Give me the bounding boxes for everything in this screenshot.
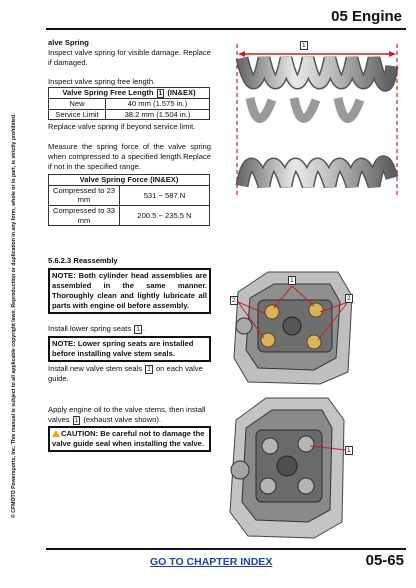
valve-install-figure: [224, 390, 364, 547]
install-seats-text: Install lower spring seats 1 .: [48, 324, 145, 333]
free-length-intro: Inspect valve spring free length.: [48, 77, 156, 86]
copyright-side-note: © CFMOTO Powersports, Inc. This manual is subject to all applicable copyright laws. Reproduction or duplication in any form, whole or in part, is strictly prohibited.: [11, 113, 17, 518]
page-number: 05-65: [365, 552, 404, 569]
apply-oil-text: Apply engine oil to the valve stems, then install valves 1 (exhaust valve shown).: [48, 405, 206, 424]
force-table-title: Valve Spring Force (IN&EX): [49, 175, 210, 186]
note-box: NOTE: Both cylinder head assemblies are assembled in the same manner. Thoroughly clean and lightly lubricate all parts with engine oil before assembly.: [48, 268, 211, 314]
force-table: [48, 174, 210, 226]
free-length-table: [48, 87, 210, 120]
table-row: Compressed to 33 mm 200.5 ~ 235.5 N: [49, 205, 210, 225]
figure-callout: 2: [347, 295, 351, 302]
table-row: Service Limit 38.2 mm (1.504 in.): [49, 109, 210, 120]
force-text: Measure the spring force of the valve spring when compressed to a specified length.Replace if not in the specified range.: [48, 142, 211, 172]
note-box-2: NOTE: Lower spring seats are installed before installing valve stem seals.: [48, 336, 211, 362]
free-length-table-title: Valve Spring Free Length 1 (IN&EX): [49, 88, 210, 99]
figure-callout: 1: [302, 42, 306, 49]
figure-callout: 1: [347, 447, 351, 454]
footer-divider: [46, 548, 406, 550]
caution-box: CAUTION: Be careful not to damage the valve guide seal when installing the valve.: [48, 426, 211, 452]
table-row: Compressed to 23 mm 531 ~ 587 N: [49, 185, 210, 205]
install-seals-text: Install new valve stem seals 2 on each valve guide.: [48, 364, 203, 383]
chapter-index-link[interactable]: GO TO CHAPTER INDEX: [150, 556, 273, 568]
table-row: New 40 mm (1.575 in.): [49, 99, 210, 110]
spring-coils: [242, 58, 392, 186]
callout-number: 1: [74, 417, 79, 424]
callout-number: 1: [158, 90, 163, 97]
replace-text: Replace valve spring if beyond service limit.: [48, 122, 196, 132]
warning-icon: [52, 430, 60, 437]
reassembly-section: [48, 256, 211, 384]
reassembly-heading: 5.6.2.3 Reassembly: [48, 256, 118, 265]
section-title: 05 Engine: [331, 8, 402, 25]
valve-spring-section: [48, 38, 211, 226]
callout-number: 1: [136, 326, 140, 333]
install-valves-section: [48, 405, 211, 452]
figure-callout: 1: [290, 277, 294, 284]
valve-spring-figure: [220, 38, 404, 203]
inspect-text: Inspect valve spring for visible damage. Replace if damaged.: [48, 48, 211, 67]
valve-spring-heading: alve Spring: [48, 38, 89, 47]
spring-seat-figure: [228, 262, 358, 391]
figure-callout: 2: [232, 297, 236, 304]
callout-number: 2: [147, 366, 151, 373]
header-divider: [46, 28, 406, 30]
